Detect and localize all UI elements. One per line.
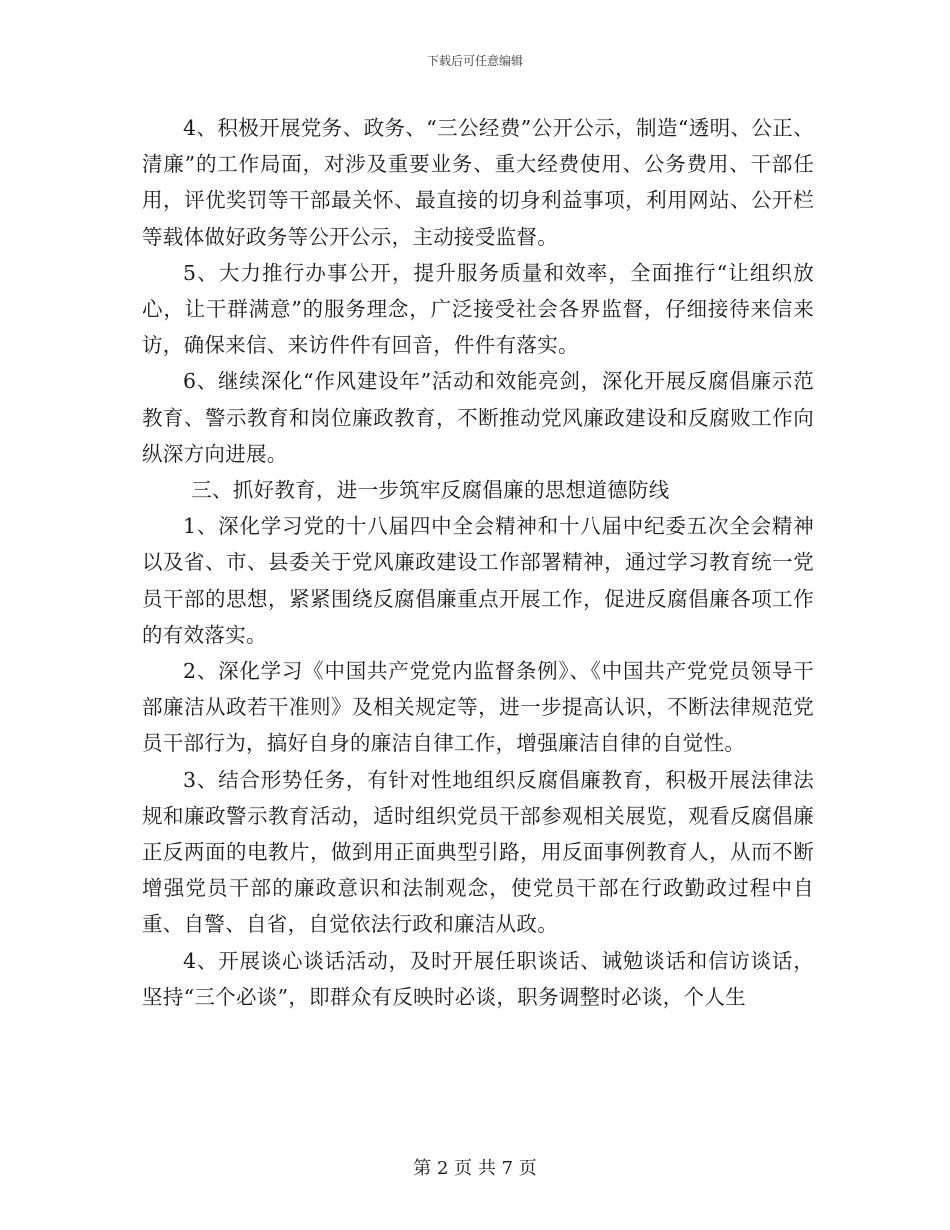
paragraph-item-6-style-building: 6、继续深化“作风建设年”活动和效能亮剑，深化开展反腐倡廉示范教育、警示教育和岗位廉政教育，不断推动党风廉政建设和反腐败工作向纵深方向进展。	[142, 369, 814, 466]
paragraph-item-2-regulations: 2、深化学习《中国共产党党内监督条例》、《中国共产党党员领导干部廉洁从政若干准则》及相关规定等，进一步提高认识，不断法律规范党员干部行为，搞好自身的廉洁自律工作，增强廉洁自律的自觉性。	[142, 659, 814, 756]
paragraph-item-3-warning-education: 3、结合形势任务，有针对性地组织反腐倡廉教育，积极开展法律法规和廉政警示教育活动，适时组织党员干部参观相关展览，观看反腐倡廉正反两面的电教片，做到用正面典型引路，用反面事例教育人，从而不断增强党员干部的廉政意识和法制观念，使党员干部在行政勤政过程中自重、自警、自省，自觉依法行政和廉洁从政。	[142, 767, 814, 937]
document-body	[142, 110, 814, 1015]
page-number-footer: 第 2 页 共 7 页	[413, 1158, 537, 1179]
section-heading-education: 三、抓好教育，进一步筑牢反腐倡廉的思想道德防线	[191, 478, 670, 503]
paragraph-item-4-disclosure: 4、积极开展党务、政务、“三公经费”公开公示，制造“透明、公正、清廉”的工作局面，对涉及重要业务、重大经费使用、公务费用、干部任用，评优奖罚等干部最关怀、最直接的切身利益事项，利用网站、公开栏等载体做好政务等公开公示，主动接受监督。	[142, 116, 814, 249]
paragraph-item-1-study: 1、深化学习党的十八届四中全会精神和十八届中纪委五次全会精神以及省、市、县委关于党风廉政建设工作部署精神，通过学习教育统一党员干部的思想，紧紧围绕反腐倡廉重点开展工作，促进反腐倡廉各项工作的有效落实。	[142, 514, 814, 647]
paragraph-item-5-open-affairs: 5、大力推行办事公开，提升服务质量和效率，全面推行“让组织放心，让干群满意”的服务理念，广泛接受社会各界监督，仔细接待来信来访，确保来信、来访件件有回音，件件有落实。	[142, 260, 814, 358]
paragraph-item-4-talks: 4、开展谈心谈话活动，及时开展任职谈话、诫勉谈话和信访谈话，坚持“三个必谈”，即群众有反映时必谈，职务调整时必谈，个人生	[142, 948, 814, 1009]
page-header-note: 下载后可任意编辑	[426, 54, 523, 68]
